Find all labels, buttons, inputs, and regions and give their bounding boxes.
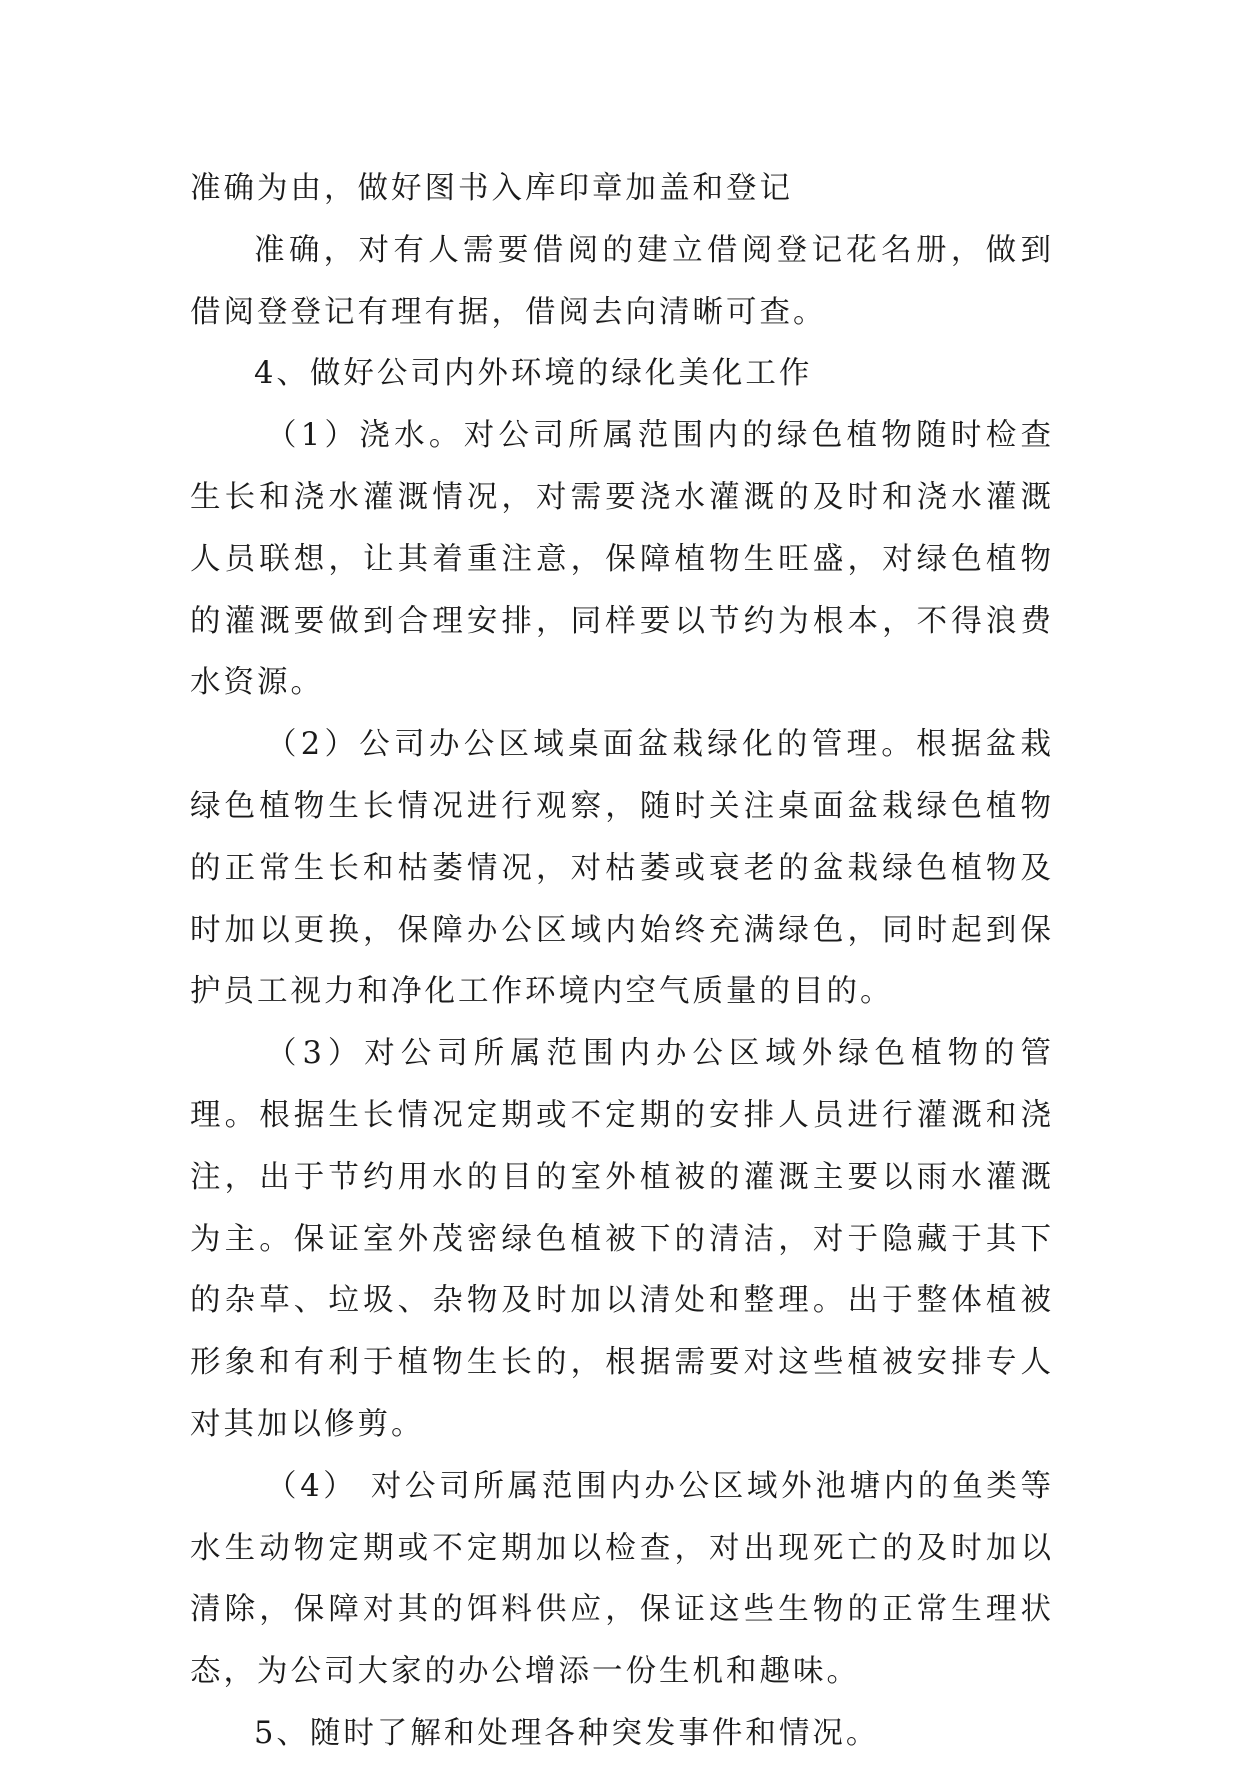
section-heading-greening: 4、做好公司内外环境的绿化美化工作 (254, 356, 813, 392)
section-heading-emergencies: 5、随时了解和处理各种突发事件和情况。 (254, 1715, 880, 1751)
paragraph-item-3-outdoor-plants: （3）对公司所属范围内办公区域外绿色植物的管理。根据生长情况定期或不定期的安排人员进行灌溉和浇注，出于节约用水的目的室外植被的灌溉主要以雨水灌溉为主。保证室外茂密绿色植被下的清洁，对于隐藏于其下的杂草、垃圾、杂物及时加以清处和整理。出于整体植被形象和有利于植物生长的，根据需要对这些植被安排专人对其加以修剪。 (190, 1036, 1054, 1442)
paragraph-borrowing-register: 准确，对有人需要借阅的建立借阅登记花名册，做到借阅登登记有理有据，借阅去向清晰可查。 (190, 232, 1054, 330)
paragraph-item-2-desk-plants: （2）公司办公区域桌面盆栽绿化的管理。根据盆栽绿色植物生长情况进行观察，随时关注桌面盆栽绿色植物的正常生长和枯萎情况，对枯萎或衰老的盆栽绿色植物及时加以更换，保障办公区域内始终充满绿色，同时起到保护员工视力和净化工作环境内空气质量的目的。 (190, 727, 1054, 1010)
paragraph-item-1-watering: （1）浇水。对公司所属范围内的绿色植物随时检查生长和浇水灌溉情况，对需要浇水灌溉的及时和浇水灌溉人员联想，让其着重注意，保障植物生旺盛，对绿色植物的灌溉要做到合理安排，同样要以节约为根本，不得浪费水资源。 (190, 418, 1054, 701)
body-text (190, 158, 1054, 1765)
paragraph-continuation: 准确为由，做好图书入库印章加盖和登记 (190, 171, 793, 206)
paragraph-item-4-pond: （4） 对公司所属范围内办公区域外池塘内的鱼类等水生动物定期或不定期加以检查，对出现死亡的及时加以清除，保障对其的饵料供应，保证这些生物的正常生理状态，为公司大家的办公增添一份生机和趣味。 (190, 1468, 1054, 1690)
